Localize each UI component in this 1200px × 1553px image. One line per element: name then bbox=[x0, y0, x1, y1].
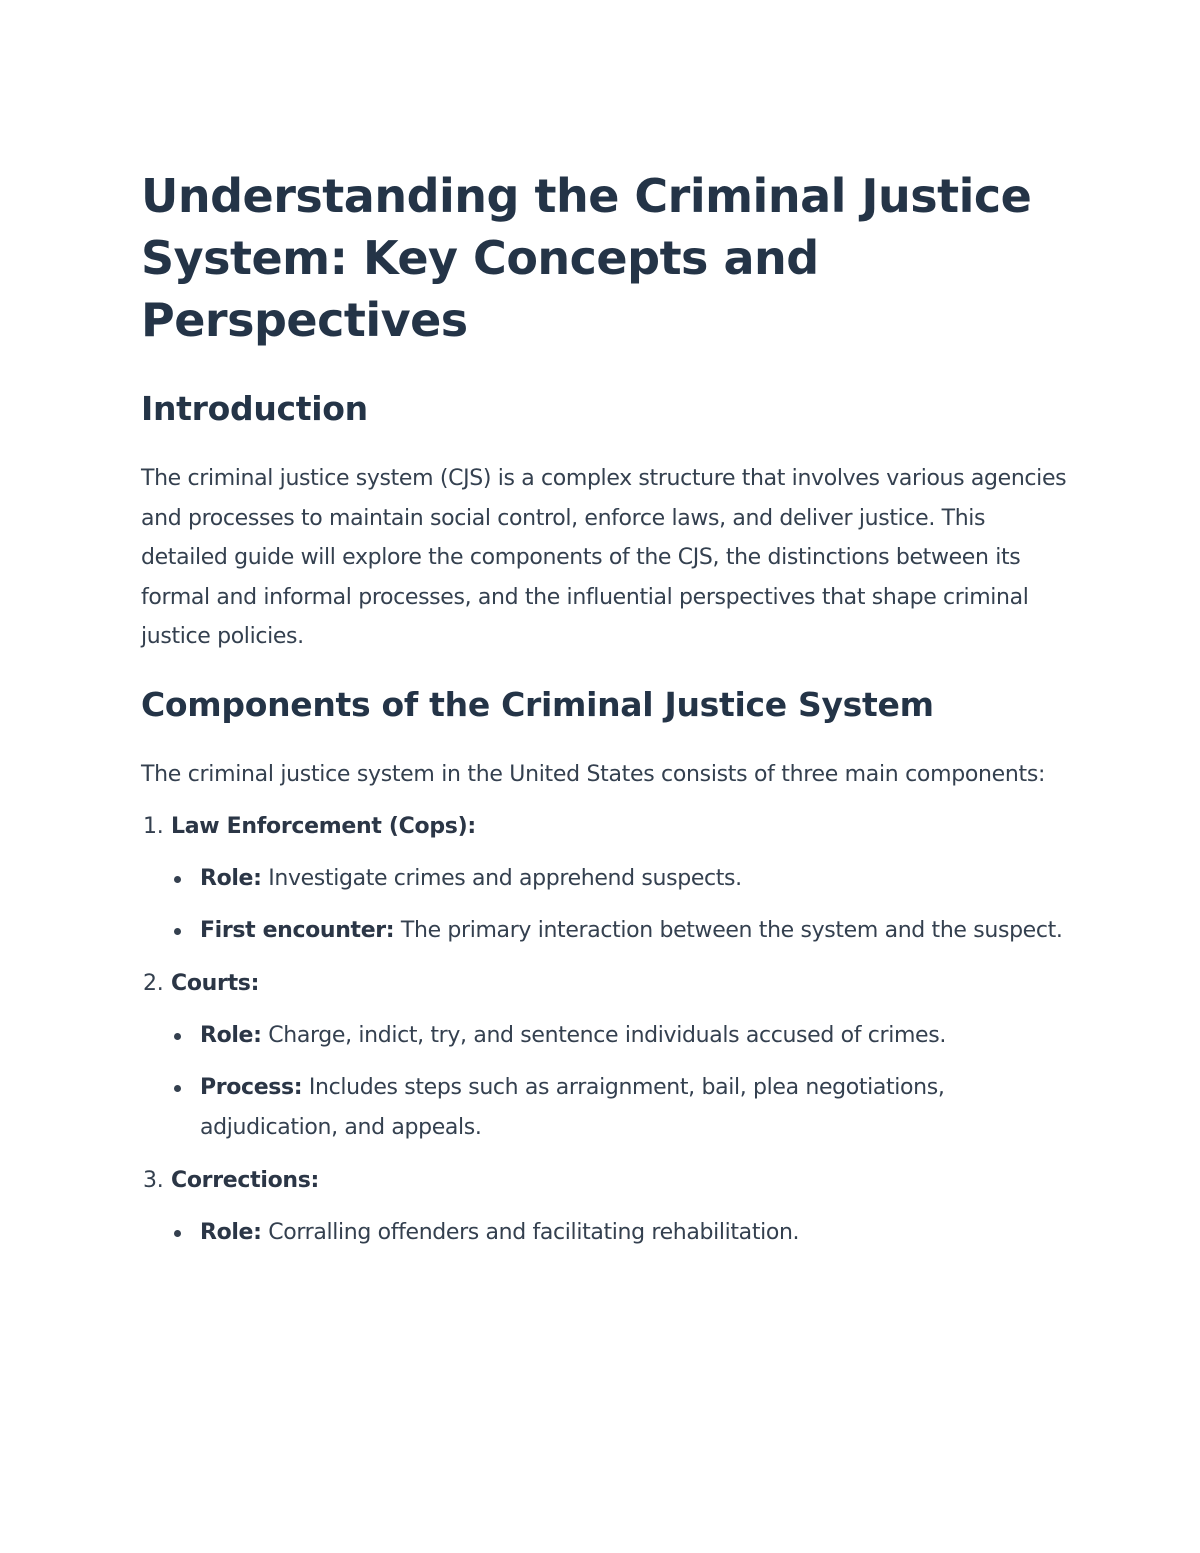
list-item-label: Courts: bbox=[171, 970, 260, 996]
section-heading-introduction: Introduction bbox=[141, 389, 368, 428]
sub-list bbox=[141, 1016, 1071, 1148]
bullet-term: Role: bbox=[200, 865, 262, 891]
bullet-text: Corralling offenders and facilitating rehabilitation. bbox=[261, 1219, 800, 1245]
list-item bbox=[141, 1161, 1071, 1253]
bullet-term: Role: bbox=[200, 1022, 262, 1048]
sub-list-item bbox=[200, 911, 1071, 951]
page-title: Understanding the Criminal Justice System: Key Concepts and Perspectives bbox=[141, 169, 1032, 347]
components-list bbox=[141, 807, 1071, 1253]
bullet-term: Role: bbox=[200, 1219, 262, 1245]
list-number: 2. bbox=[143, 970, 164, 996]
sub-list bbox=[141, 859, 1071, 951]
document-page bbox=[141, 165, 1071, 1266]
sub-list-item bbox=[200, 1016, 1071, 1056]
list-item bbox=[141, 964, 1071, 1148]
introduction-paragraph: The criminal justice system (CJS) is a complex structure that involves various agencies and processes to maintain social control, enforce laws, and deliver justice. This detailed guide will explore the components of the CJS, the distinctions between its formal and informal processes, and the influential perspectives that shape criminal justice policies. bbox=[141, 466, 1067, 650]
sub-list-item bbox=[200, 859, 1071, 899]
list-number: 1. bbox=[143, 813, 164, 839]
bullet-term: First encounter: bbox=[200, 917, 395, 943]
bullet-text: The primary interaction between the system and the suspect. bbox=[394, 917, 1063, 943]
bullet-term: Process: bbox=[200, 1074, 303, 1100]
sub-list bbox=[141, 1213, 1071, 1253]
list-item bbox=[141, 807, 1071, 951]
section-heading-components: Components of the Criminal Justice System bbox=[141, 684, 934, 724]
bullet-text: Includes steps such as arraignment, bail, plea negotiations, adjudication, and appeals. bbox=[200, 1074, 945, 1140]
sub-list-item bbox=[200, 1213, 1071, 1253]
bullet-text: Charge, indict, try, and sentence individuals accused of crimes. bbox=[261, 1022, 946, 1048]
list-item-label: Law Enforcement (Cops): bbox=[171, 813, 476, 839]
bullet-text: Investigate crimes and apprehend suspects. bbox=[261, 865, 742, 891]
sub-list-item bbox=[200, 1068, 1071, 1148]
list-item-label: Corrections: bbox=[171, 1167, 320, 1193]
list-number: 3. bbox=[143, 1167, 164, 1193]
components-paragraph: The criminal justice system in the United States consists of three main components: bbox=[141, 761, 1046, 787]
